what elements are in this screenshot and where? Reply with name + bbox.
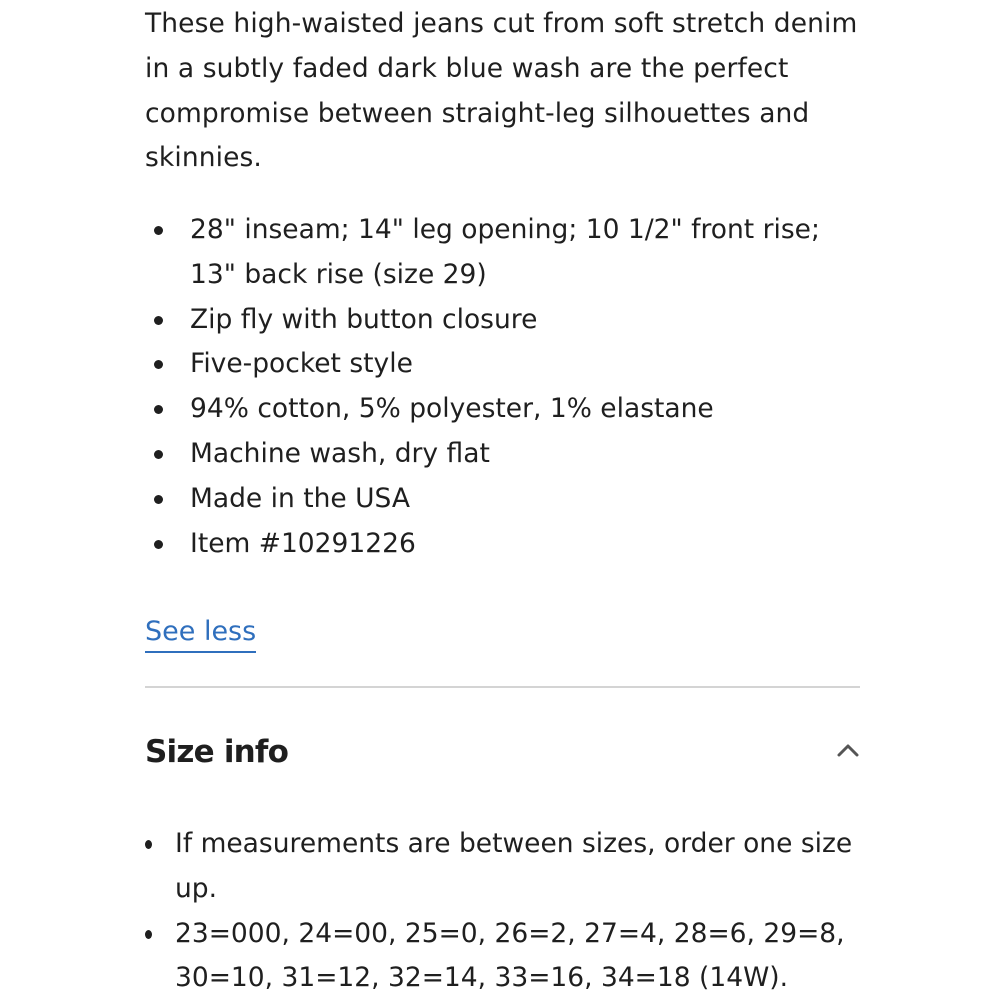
bullet-icon (154, 360, 163, 369)
see-less-link[interactable]: See less (145, 614, 256, 653)
list-item (145, 822, 860, 912)
product-description: These high-waisted jeans cut from soft stretch denim in a subtly faded dark blue wash are the perfect compromise between straight-leg silhouettes and skinnies. (145, 8, 858, 174)
detail-text: Machine wash, dry flat (190, 437, 490, 469)
bullet-icon (154, 226, 163, 235)
list-item (145, 208, 860, 298)
size-info-text: If measurements are between sizes, order one size up. (175, 828, 853, 904)
detail-text: 94% cotton, 5% polyester, 1% elastane (190, 393, 714, 425)
detail-text: Item #10291226 (190, 527, 416, 559)
detail-text: 28" inseam; 14" leg opening; 10 1/2" front rise; 13" back rise (size 29) (190, 214, 820, 290)
section-divider (145, 686, 860, 688)
bullet-icon (154, 450, 163, 459)
size-info-title: Size info (145, 734, 289, 770)
bullet-icon (154, 540, 163, 549)
chevron-up-icon[interactable] (836, 742, 860, 758)
product-details-list (145, 208, 860, 566)
bullet-icon (154, 405, 163, 414)
list-item (145, 298, 860, 343)
bullet-icon (145, 840, 152, 849)
list-item (145, 477, 860, 522)
bullet-icon (154, 495, 163, 504)
product-details-panel (145, 0, 860, 1000)
list-item (145, 522, 860, 567)
detail-text: Zip fly with button closure (190, 303, 538, 335)
size-info-list (145, 822, 860, 1000)
list-item (145, 342, 860, 387)
list-item (145, 387, 860, 432)
list-item (145, 912, 860, 1000)
size-info-text: 23=000, 24=00, 25=0, 26=2, 27=4, 28=6, 29=8, 30=10, 31=12, 32=14, 33=16, 34=18 (14W). (175, 917, 845, 994)
bullet-icon (154, 316, 163, 325)
detail-text: Made in the USA (190, 482, 410, 514)
list-item (145, 432, 860, 477)
size-info-toggle[interactable] (145, 728, 860, 778)
bullet-icon (145, 930, 152, 939)
detail-text: Five-pocket style (190, 348, 413, 380)
